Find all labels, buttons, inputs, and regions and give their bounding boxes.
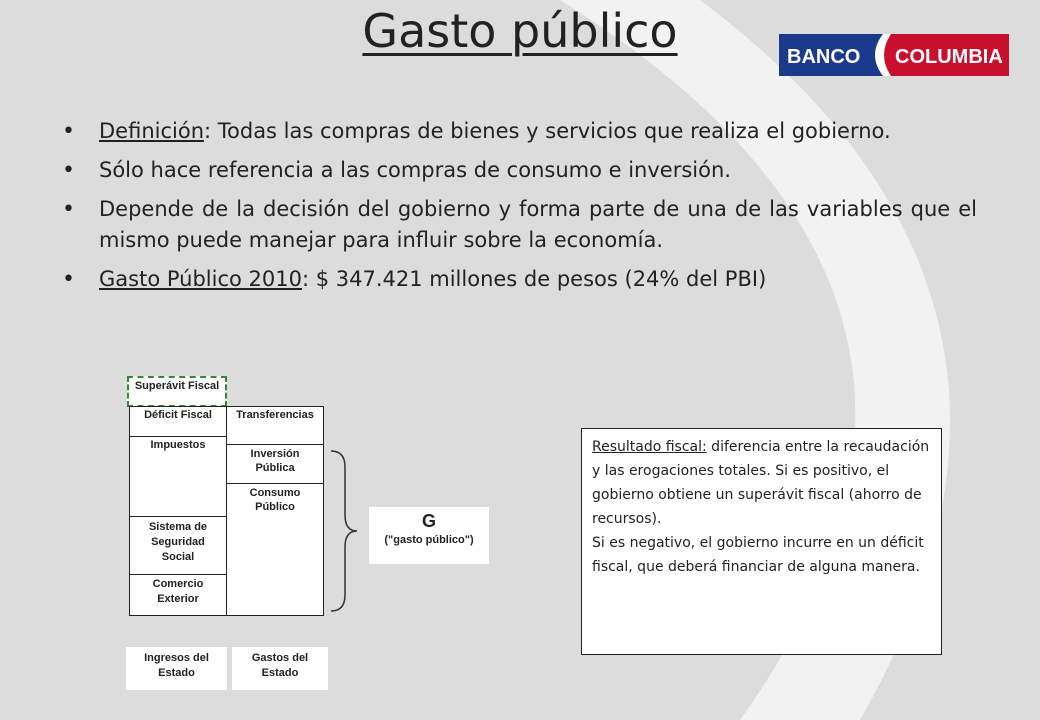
impuestos-box: Impuestos bbox=[129, 436, 227, 517]
seguridad-social-box: Sistema de Seguridad Social bbox=[129, 516, 227, 575]
gastos-label: Gastos del Estado bbox=[232, 647, 328, 690]
gasto-publico-box bbox=[369, 507, 489, 564]
curly-brace bbox=[329, 449, 359, 613]
resultado-fiscal-note: Resultado fiscal: diferencia entre la recaudación y las erogaciones totales. Si es positivo, el gobierno obtiene un superávit fiscal (ahorro de recursos). Si es negativo, el gobierno incurre en un déficit fiscal, que deberá financiar de alguna manera. bbox=[581, 428, 942, 655]
banco-columbia-logo bbox=[779, 34, 1009, 76]
bullet-list bbox=[62, 116, 977, 303]
g-caption: ("gasto público") bbox=[384, 534, 474, 546]
consumo-publico-box: Consumo Público bbox=[226, 483, 324, 616]
transferencias-box: Transferencias bbox=[226, 406, 324, 445]
page-title: Gasto público bbox=[362, 4, 678, 58]
bullet-item: • Definición: Todas las compras de bienes y servicios que realiza el gobierno. bbox=[62, 116, 977, 147]
g-letter: G bbox=[421, 511, 436, 531]
superavit-fiscal-box: Superávit Fiscal bbox=[127, 376, 227, 407]
comercio-exterior-box: Comercio Exterior bbox=[129, 574, 227, 616]
svg-text:BANCO: BANCO bbox=[787, 46, 861, 68]
bullet-item: • Sólo hace referencia a las compras de consumo e inversión. bbox=[62, 155, 977, 186]
bullet-item: • Depende de la decisión del gobierno y forma parte de una de las variables que el mismo puede manejar para influir sobre la economía. bbox=[62, 194, 977, 256]
bullet-item: • Gasto Público 2010: $ 347.421 millones de pesos (24% del PBI) bbox=[62, 264, 977, 295]
inversion-publica-box: Inversión Pública bbox=[226, 444, 324, 484]
svg-text:COLUMBIA: COLUMBIA bbox=[895, 46, 1003, 68]
ingresos-label: Ingresos del Estado bbox=[126, 647, 227, 690]
deficit-fiscal-box: Déficit Fiscal bbox=[129, 406, 227, 437]
